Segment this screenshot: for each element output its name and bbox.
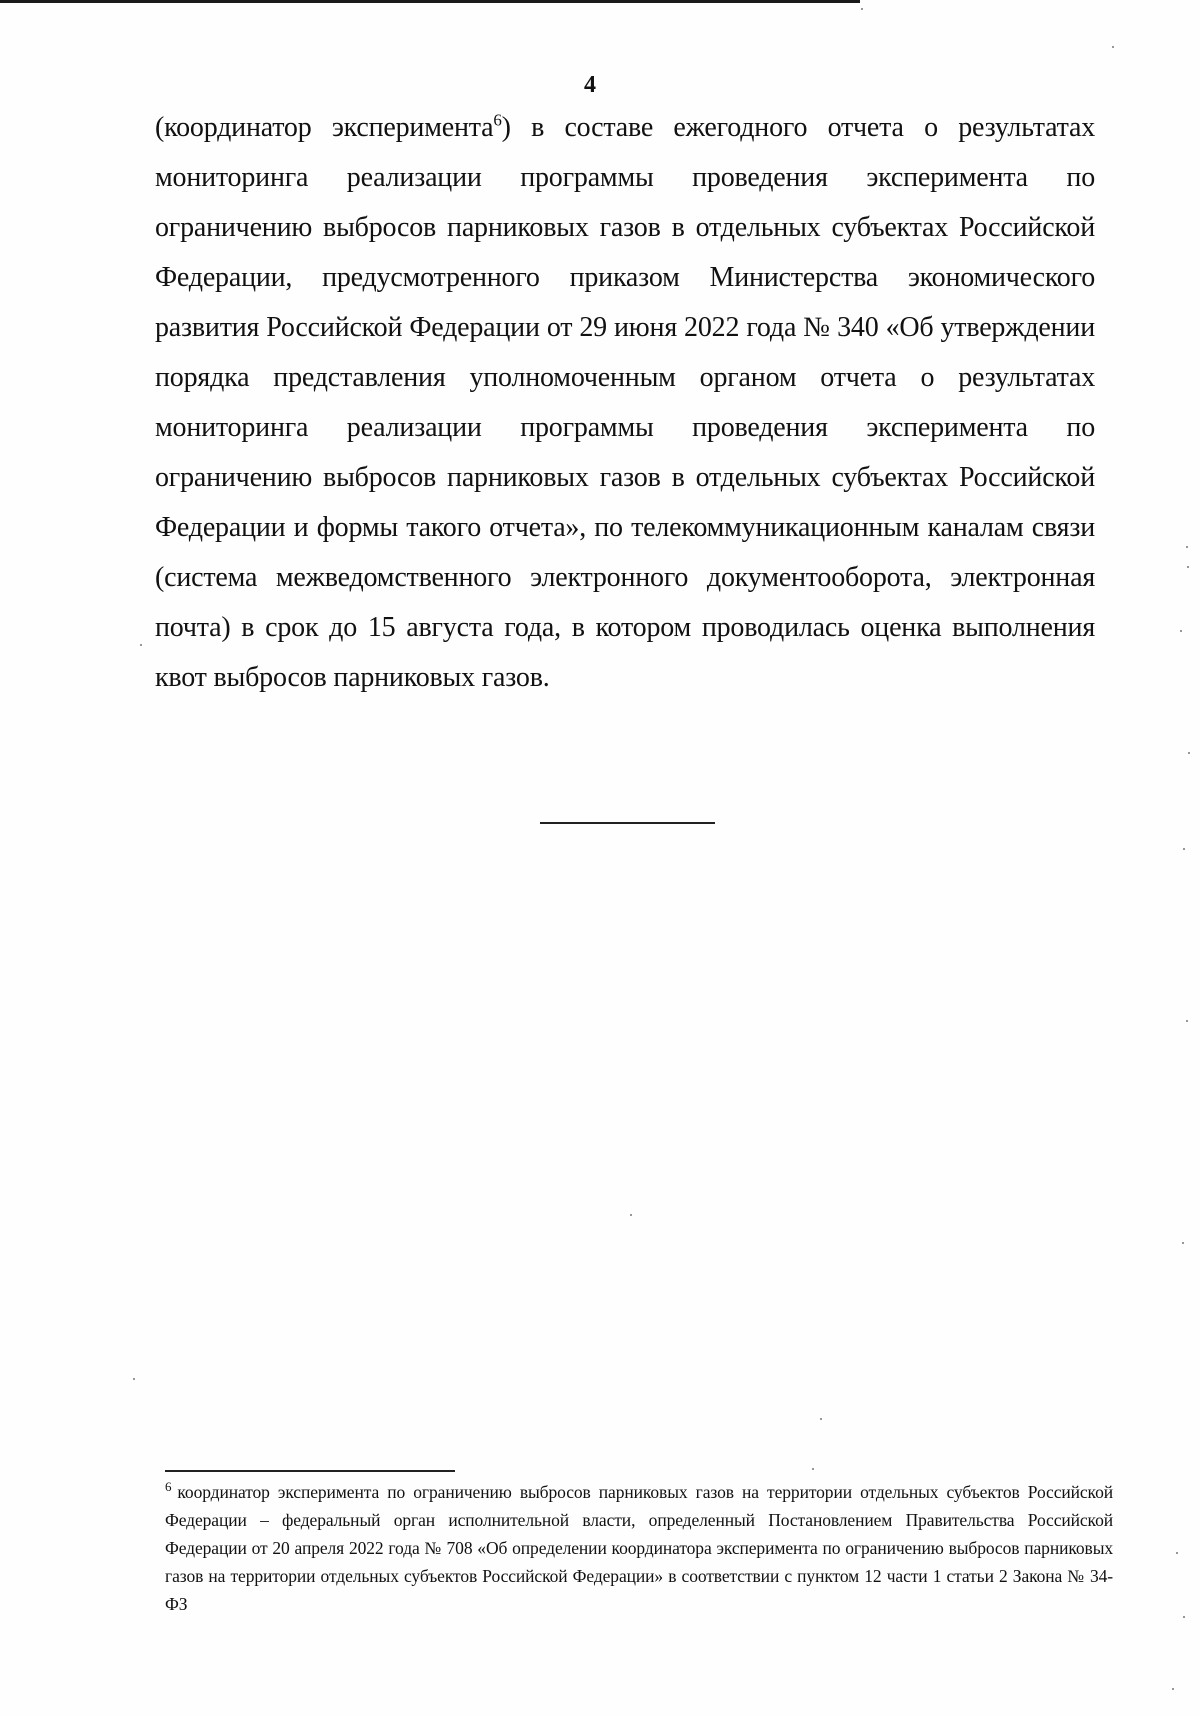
scan-speck xyxy=(1172,1688,1174,1690)
footnote-reference: 6 xyxy=(493,110,502,130)
scan-top-edge xyxy=(0,0,860,3)
scan-speck xyxy=(1183,1616,1185,1618)
paragraph-lead: (координатор эксперимента xyxy=(155,112,494,143)
scan-speck xyxy=(1187,566,1189,568)
scan-speck xyxy=(812,1468,814,1470)
scan-speck xyxy=(1186,546,1188,548)
scan-speck xyxy=(1182,1242,1184,1244)
page-number: 4 xyxy=(584,72,596,98)
section-end-rule xyxy=(540,822,715,824)
scan-speck xyxy=(1183,848,1185,850)
footnote-separator xyxy=(165,1470,455,1472)
scan-speck xyxy=(1180,630,1182,632)
footnote xyxy=(165,1478,1113,1618)
scan-speck xyxy=(133,1378,135,1380)
scan-speck xyxy=(140,644,142,646)
scan-speck xyxy=(1112,46,1114,48)
scan-speck xyxy=(1188,752,1190,754)
scan-speck xyxy=(630,1214,632,1216)
paragraph-continuation: ) в составе ежегодного отчета о результатах мониторинга реализации программы проведения эксперимента по ограничению выбросов парниковых газов в отдельных субъектах Российской Федерации, предусмотренного приказом Министерства экономического развития Российской Федерации от 29 июня 2022 года № 340 «Об утверждении порядка представления уполномоченным органом отчета о результатах мониторинга реализации программы проведения эксперимента по ограничению выбросов парниковых газов в отдельных субъектах Российской Федерации и формы такого отчета», по телекоммуникационным каналам связи (система межведомственного электронного документооборота, электронная почта) в срок до 15 августа года, в котором проводилась оценка выполнения квот выбросов парниковых газов. xyxy=(155,112,1095,693)
scan-speck xyxy=(1186,1020,1188,1022)
scan-speck xyxy=(1176,1552,1178,1554)
scan-speck xyxy=(861,8,863,10)
main-paragraph xyxy=(155,103,1095,703)
scan-speck xyxy=(820,1418,822,1420)
footnote-text: координатор эксперимента по ограничению выбросов парниковых газов на территории отдельных субъектов Российской Федерации – федеральный орган исполнительной власти, определенный Постановлением Правительства Российской Федерации от 20 апреля 2022 года № 708 «Об определении координатора эксперимента по ограничению выбросов парниковых газов на территории отдельных субъектов Российской Федерации» в соответствии с пунктом 12 части 1 статьи 2 Закона № 34-ФЗ xyxy=(165,1482,1113,1614)
footnote-marker: 6 xyxy=(165,1479,172,1495)
